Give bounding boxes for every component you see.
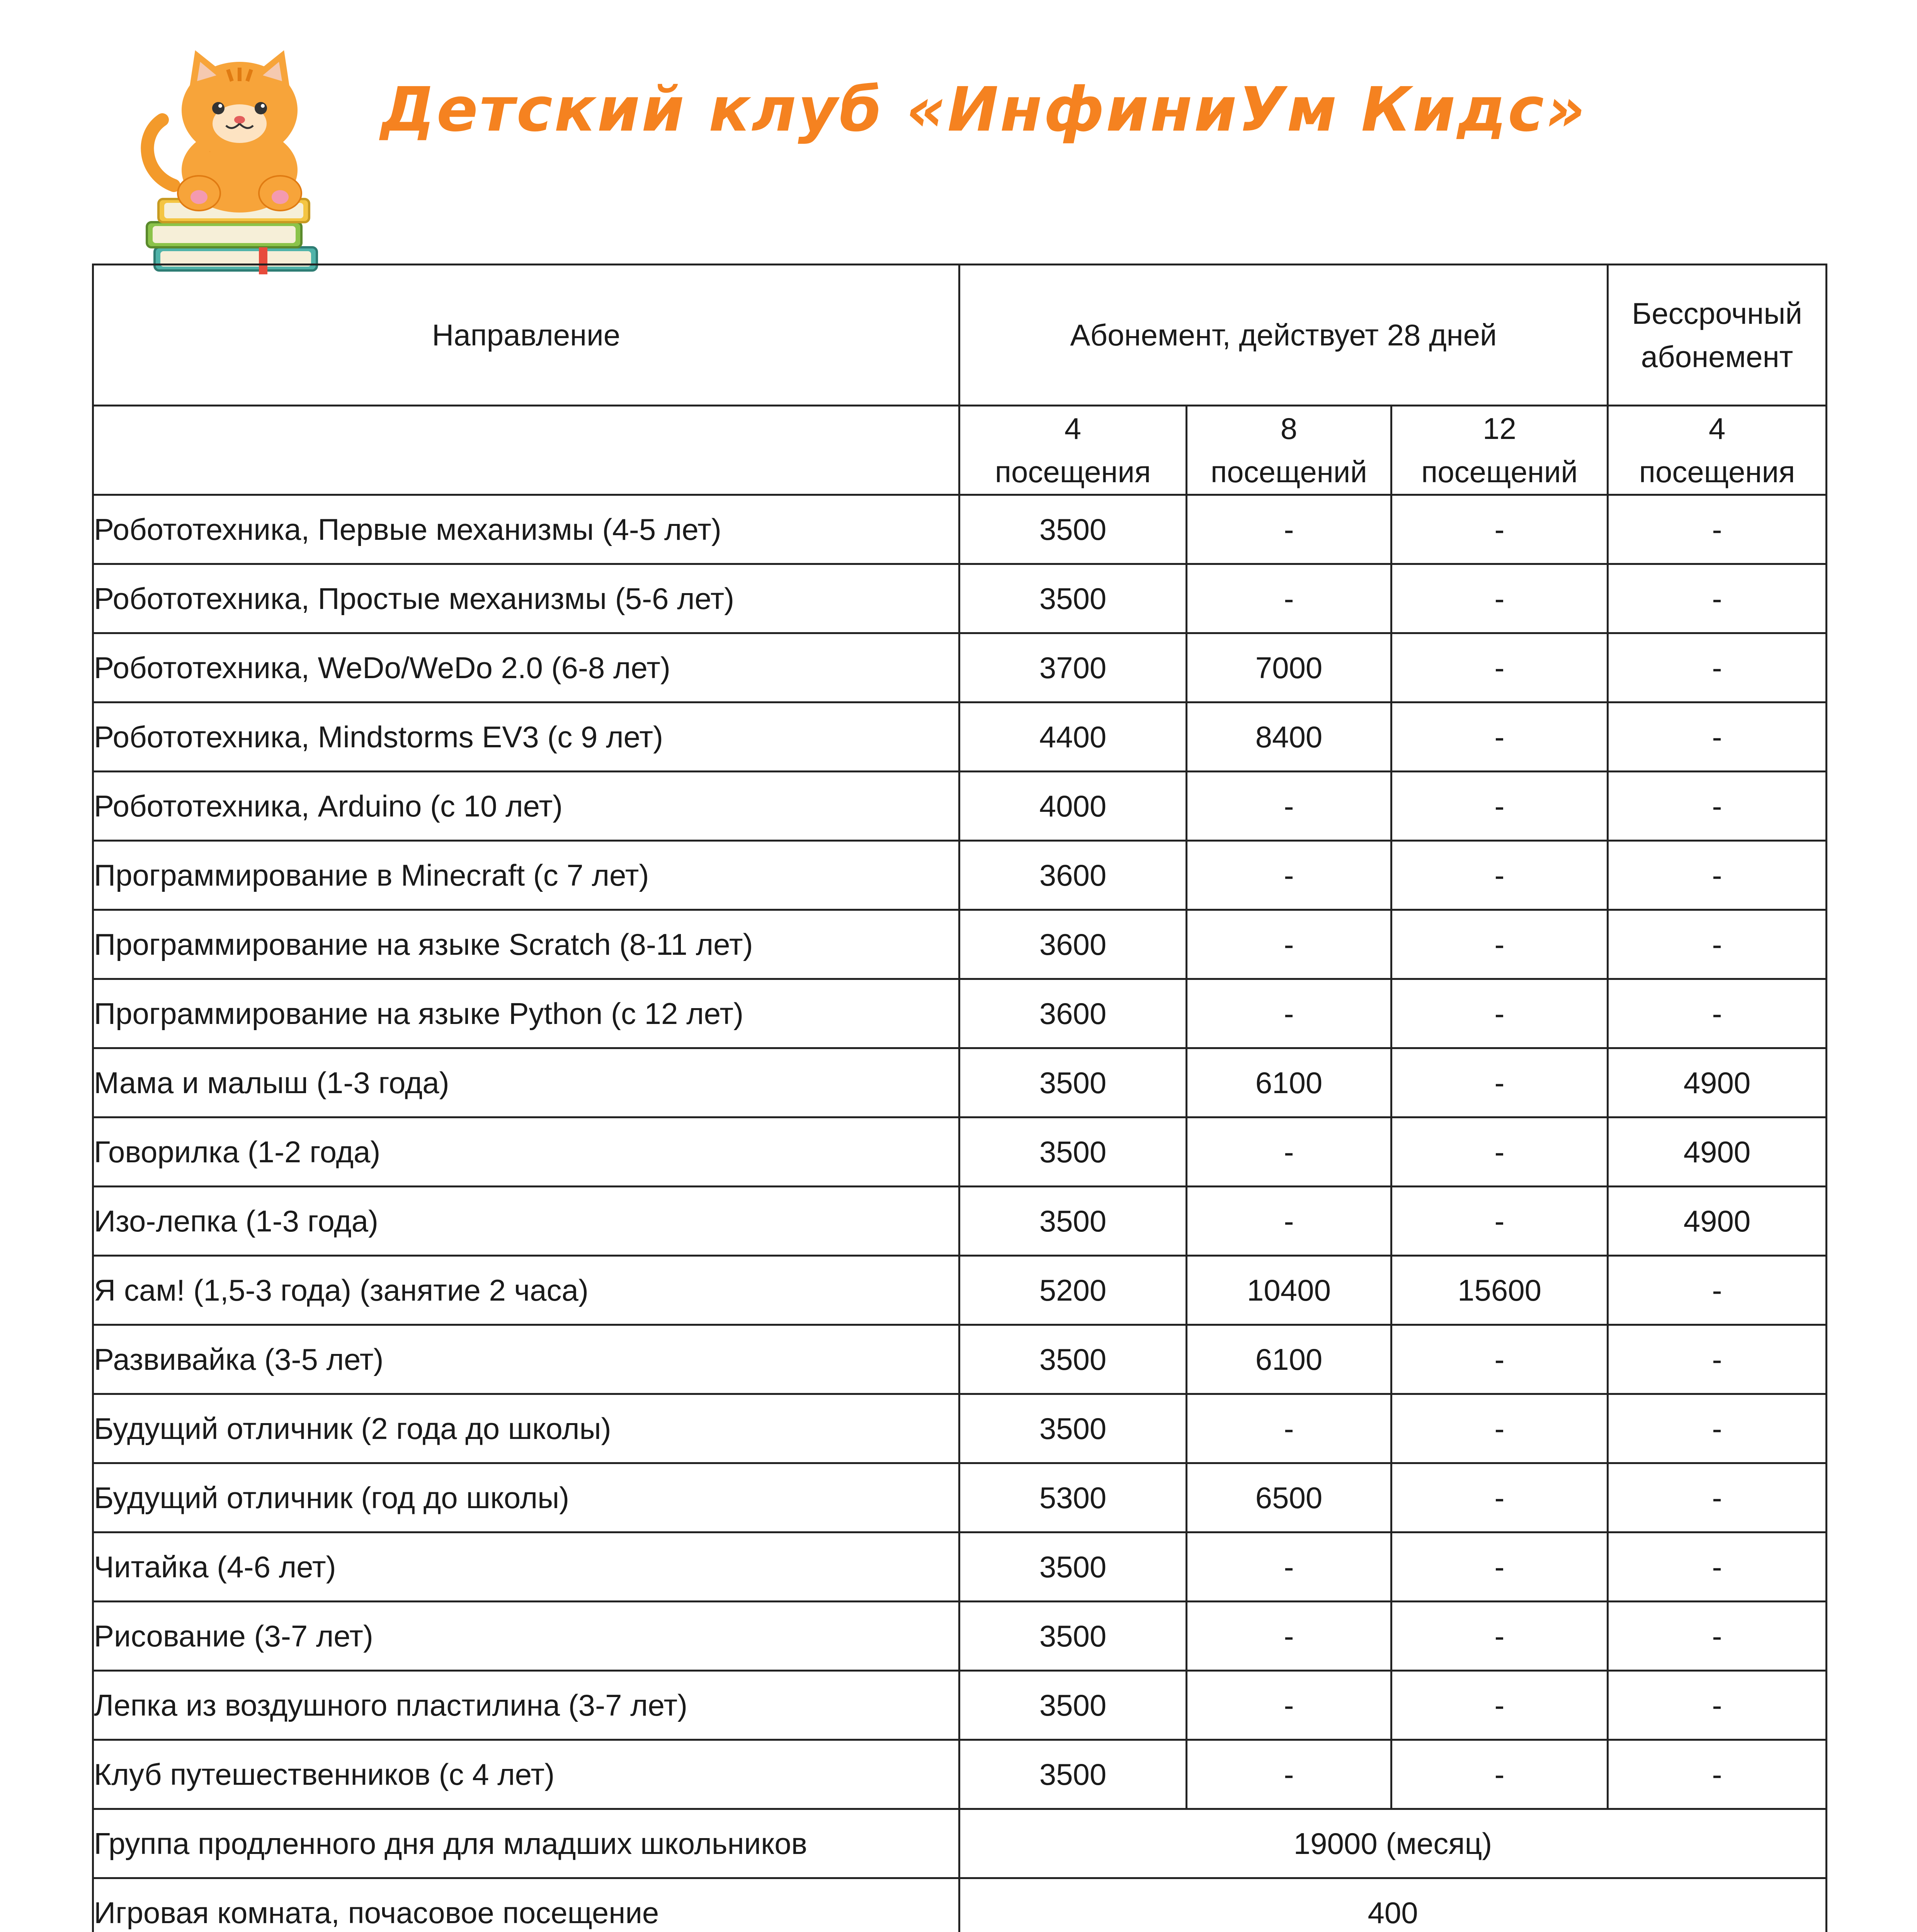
subheader-count: 12 [1483,412,1516,446]
row-direction: Программирование на языке Python (с 12 лет) [93,979,959,1048]
row-price: - [1391,772,1608,841]
row-price: 8400 [1187,702,1391,772]
row-price: - [1391,1048,1608,1117]
row-price: - [1187,1532,1391,1602]
row-price: - [1608,702,1827,772]
table-row [93,1532,1827,1602]
row-direction: Робототехника, Первые механизмы (4-5 лет) [93,495,959,564]
subheader-unlimited-4-visits [1608,406,1827,495]
table-row [93,633,1827,702]
row-price: 3700 [959,633,1187,702]
row-price: 3500 [959,1325,1187,1394]
row-price: 3500 [959,1740,1187,1809]
row-price: - [1608,1671,1827,1740]
row-price: - [1187,564,1391,633]
row-price: - [1608,633,1827,702]
row-price: 3600 [959,910,1187,979]
row-price: - [1391,841,1608,910]
row-price: - [1391,1740,1608,1809]
row-price: - [1187,1117,1391,1187]
subheader-unit: посещений [1421,455,1578,489]
row-price: - [1187,495,1391,564]
row-price: 4000 [959,772,1187,841]
row-price: - [1608,1740,1827,1809]
row-price: 3500 [959,1394,1187,1463]
table-row [93,1394,1827,1463]
row-direction: Я сам! (1,5-3 года) (занятие 2 часа) [93,1256,959,1325]
subheader-4-visits [959,406,1187,495]
row-price: 3500 [959,1602,1187,1671]
row-price: - [1608,564,1827,633]
row-direction: Игровая комната, почасовое посещение [93,1878,959,1932]
row-price: - [1391,1463,1608,1532]
row-price: 3500 [959,564,1187,633]
subheader-unit: посещения [995,455,1151,489]
row-price: 5300 [959,1463,1187,1532]
row-direction: Рисование (3-7 лет) [93,1602,959,1671]
row-direction: Группа продленного дня для младших школьников [93,1809,959,1878]
row-price: 4400 [959,702,1187,772]
subheader-empty [93,406,959,495]
table-row [93,1809,1827,1878]
row-price: 3500 [959,1117,1187,1187]
row-price: 400 [959,1878,1827,1932]
row-price: 5200 [959,1256,1187,1325]
row-direction: Развивайка (3-5 лет) [93,1325,959,1394]
subheader-unit: посещений [1211,455,1367,489]
row-direction: Изо-лепка (1-3 года) [93,1187,959,1256]
row-price: 4900 [1608,1048,1827,1117]
row-price: 4900 [1608,1117,1827,1187]
row-price: - [1187,1602,1391,1671]
table-row [93,1117,1827,1187]
row-direction: Программирование в Minecraft (с 7 лет) [93,841,959,910]
subheader-count: 4 [1064,412,1082,446]
table-row [93,910,1827,979]
subheader-unit: посещения [1639,455,1795,489]
header-unlimited-line2: абонемент [1641,340,1793,374]
subheader-12-visits [1391,406,1608,495]
row-price: - [1187,910,1391,979]
cat-logo-icon [131,46,348,294]
row-price: - [1608,841,1827,910]
subheader-count: 8 [1280,412,1298,446]
row-direction: Лепка из воздушного пластилина (3-7 лет) [93,1671,959,1740]
row-price: 6100 [1187,1325,1391,1394]
table-row [93,1048,1827,1117]
row-price: 19000 (месяц) [959,1809,1827,1878]
row-price: - [1187,841,1391,910]
table-row [93,495,1827,564]
row-price: 3500 [959,495,1187,564]
row-price: - [1187,1394,1391,1463]
table-row [93,564,1827,633]
row-price: - [1391,495,1608,564]
row-direction: Робототехника, Mindstorms EV3 (с 9 лет) [93,702,959,772]
header-subscription: Абонемент, действует 28 дней [959,265,1608,406]
row-price: - [1391,1187,1608,1256]
row-price: - [1608,1463,1827,1532]
row-price: - [1608,772,1827,841]
row-price: - [1187,1671,1391,1740]
row-price: - [1391,1602,1608,1671]
header-direction: Направление [93,265,959,406]
row-price: - [1391,979,1608,1048]
row-price: - [1391,1394,1608,1463]
row-direction: Будущий отличник (год до школы) [93,1463,959,1532]
row-price: - [1608,979,1827,1048]
row-price: 3500 [959,1671,1187,1740]
row-price: 6100 [1187,1048,1391,1117]
row-price: - [1391,564,1608,633]
row-direction: Клуб путешественников (с 4 лет) [93,1740,959,1809]
table-header-row [93,265,1827,406]
row-price: 3600 [959,841,1187,910]
table-row [93,772,1827,841]
row-price: 7000 [1187,633,1391,702]
table-subheader-row [93,406,1827,495]
row-direction: Читайка (4-6 лет) [93,1532,959,1602]
row-price: 10400 [1187,1256,1391,1325]
table-row [93,841,1827,910]
row-price: - [1187,979,1391,1048]
row-direction: Будущий отличник (2 года до школы) [93,1394,959,1463]
row-price: - [1391,702,1608,772]
table-row [93,1256,1827,1325]
row-price: - [1391,1671,1608,1740]
subheader-8-visits [1187,406,1391,495]
row-price: 3600 [959,979,1187,1048]
row-direction: Программирование на языке Scratch (8-11 лет) [93,910,959,979]
row-price: - [1187,772,1391,841]
table-row [93,1671,1827,1740]
row-direction: Мама и малыш (1-3 года) [93,1048,959,1117]
row-direction: Робототехника, Arduino (с 10 лет) [93,772,959,841]
row-price: 6500 [1187,1463,1391,1532]
row-price: - [1608,1256,1827,1325]
header-unlimited [1608,265,1827,406]
row-price: - [1391,910,1608,979]
row-price: - [1608,1532,1827,1602]
row-price: - [1608,495,1827,564]
row-price: - [1608,1394,1827,1463]
table-row [93,1878,1827,1932]
row-price: 3500 [959,1532,1187,1602]
row-price: - [1608,1602,1827,1671]
row-price: - [1391,1325,1608,1394]
price-table [92,264,1827,1932]
header-unlimited-line1: Бессрочный [1632,296,1803,330]
table-row [93,1325,1827,1394]
row-price: - [1391,1532,1608,1602]
table-row [93,1463,1827,1532]
row-direction: Робототехника, Простые механизмы (5-6 лет) [93,564,959,633]
table-row [93,702,1827,772]
row-price: 4900 [1608,1187,1827,1256]
table-row [93,979,1827,1048]
row-price: - [1608,910,1827,979]
row-price: - [1608,1325,1827,1394]
row-price: 3500 [959,1048,1187,1117]
table-row [93,1602,1827,1671]
row-price: - [1391,1117,1608,1187]
table-row [93,1187,1827,1256]
row-direction: Робототехника, WeDo/WeDo 2.0 (6-8 лет) [93,633,959,702]
row-price: 3500 [959,1187,1187,1256]
table-row [93,1740,1827,1809]
page-title: Детский клуб «ИнфиниУм Кидс» [381,74,1587,145]
subheader-count: 4 [1708,412,1726,446]
row-price: - [1391,633,1608,702]
row-price: 15600 [1391,1256,1608,1325]
row-price: - [1187,1740,1391,1809]
row-price: - [1187,1187,1391,1256]
row-direction: Говорилка (1-2 года) [93,1117,959,1187]
